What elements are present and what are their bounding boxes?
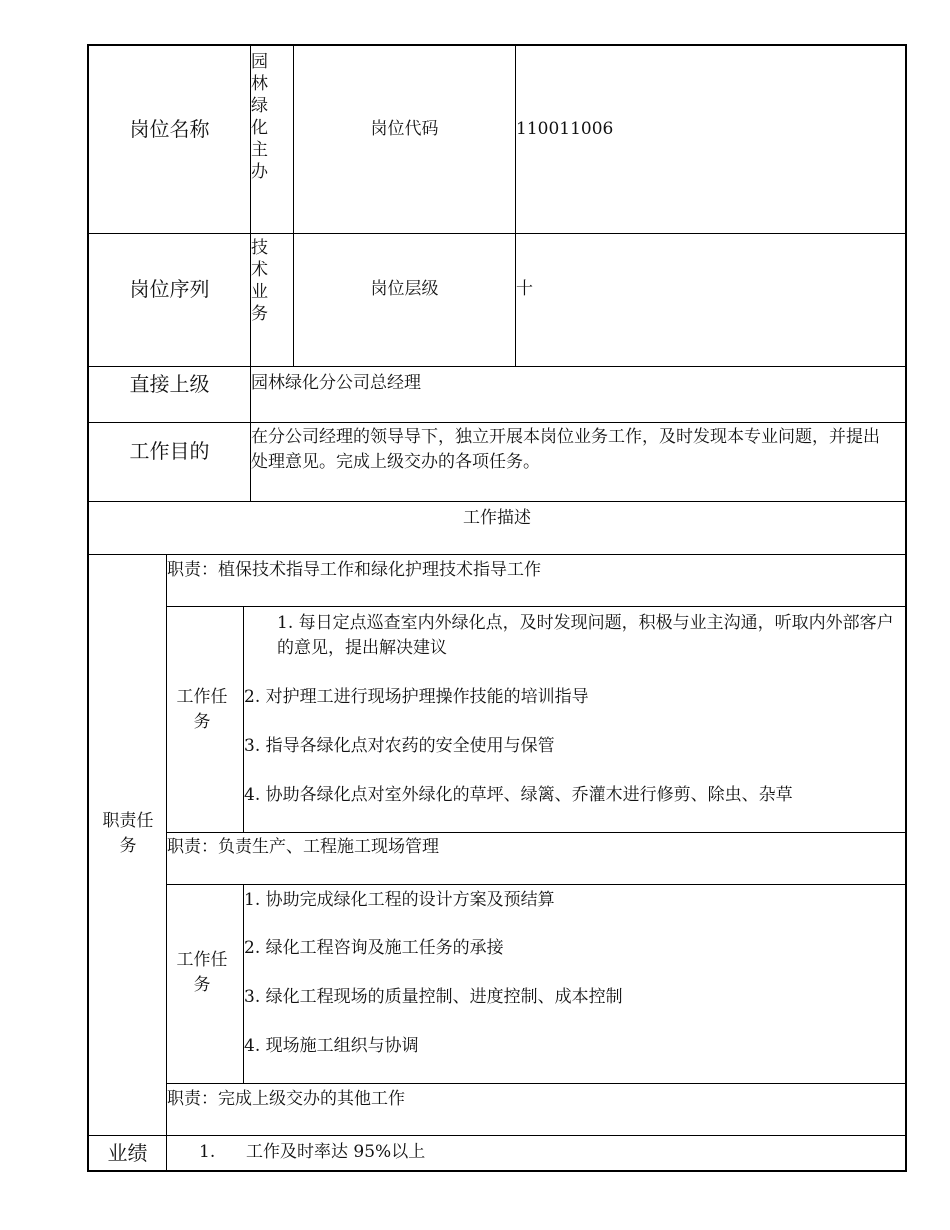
- row-line: [87, 422, 907, 423]
- description-title: 工作描述: [463, 508, 531, 528]
- section-label: 职责任务: [102, 811, 154, 856]
- task-label-2: 工作任务: [176, 950, 228, 995]
- row-line: [87, 366, 907, 367]
- row-line: [87, 554, 907, 555]
- duty-1-task-1: 1. 每日定点巡查室内外绿化点，及时发现问题，积极与业主沟通，听取内外部客户的意见，提出解决建议: [277, 613, 894, 658]
- supervisor-label: 直接上级: [129, 372, 210, 396]
- row-line: [166, 884, 907, 885]
- row-line: [87, 1135, 907, 1136]
- duty-1-task-2: 2. 对护理工进行现场护理操作技能的培训指导: [244, 687, 589, 707]
- border-top: [87, 44, 907, 46]
- duty-3-title: 职责：完成上级交办的其他工作: [167, 1089, 405, 1109]
- post-name-value: 园林绿化主办: [251, 52, 268, 182]
- duty-2-task-1: 1. 协助完成绿化工程的设计方案及预结算: [244, 890, 555, 910]
- performance-label: 业绩: [107, 1141, 148, 1165]
- post-name-label: 岗位名称: [129, 117, 210, 141]
- row-line: [166, 1083, 907, 1084]
- border-right: [905, 44, 907, 1172]
- performance-item-num: 1.: [199, 1142, 216, 1162]
- duty-2-task-2: 2. 绿化工程咨询及施工任务的承接: [244, 938, 504, 958]
- task-label-1: 工作任务: [176, 687, 228, 732]
- post-level-label: 岗位层级: [370, 279, 439, 299]
- col-line: [293, 44, 294, 367]
- duty-1-task-3: 3. 指导各绿化点对农药的安全使用与保管: [244, 736, 555, 756]
- post-code-value: 110011006: [516, 119, 614, 139]
- border-bottom: [87, 1170, 907, 1172]
- purpose-value: 在分公司经理的领导导下，独立开展本岗位业务工作，及时发现本专业问题，并提出处理意见。完成上级交办的各项任务。: [251, 427, 880, 472]
- duty-1-title: 职责：植保技术指导工作和绿化护理技术指导工作: [167, 560, 541, 580]
- row-line: [87, 501, 907, 502]
- duty-2-task-3: 3. 绿化工程现场的质量控制、进度控制、成本控制: [244, 987, 623, 1007]
- post-level-value: 十: [516, 279, 533, 299]
- border-left: [87, 44, 89, 1172]
- duty-1-task-4: 4. 协助各绿化点对室外绿化的草坪、绿篱、乔灌木进行修剪、除虫、杂草: [244, 785, 793, 805]
- row-line: [87, 233, 907, 234]
- post-series-value: 技术业务: [251, 238, 268, 324]
- col-line: [166, 554, 167, 1172]
- post-series-label: 岗位序列: [129, 277, 210, 301]
- performance-item-text: 工作及时率达 95%以上: [246, 1142, 426, 1162]
- duty-2-title: 职责：负责生产、工程施工现场管理: [167, 837, 439, 857]
- post-code-label: 岗位代码: [370, 119, 439, 139]
- row-line: [166, 832, 907, 833]
- purpose-label: 工作目的: [129, 439, 210, 463]
- supervisor-value: 园林绿化分公司总经理: [251, 373, 421, 393]
- duty-2-task-4: 4. 现场施工组织与协调: [244, 1036, 419, 1056]
- row-line: [166, 606, 907, 607]
- col-line: [515, 44, 516, 367]
